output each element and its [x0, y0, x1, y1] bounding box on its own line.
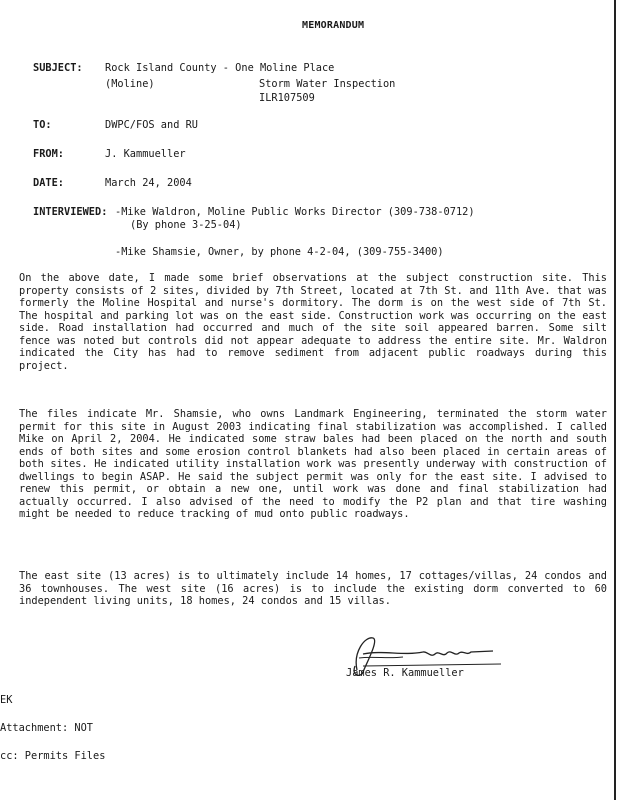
memo-title: MEMORANDUM [302, 20, 365, 31]
interviewed-line-1: -Mike Waldron, Moline Public Works Director (309-738-0712) [115, 206, 475, 218]
subject-line-2-left: (Moline) [105, 78, 155, 90]
body-paragraph-3: The east site (13 acres) is to ultimately include 14 homes, 17 cottages/villas, 24 condos and 36 townhouses. The west site (16 acres) is to include the existing dorm converted to 60 independent living units, 18 homes, 24 condos and 15 villas. [19, 570, 607, 608]
subject-label: SUBJECT: [33, 62, 83, 74]
date-value: March 24, 2004 [105, 177, 192, 189]
body-paragraph-2: The files indicate Mr. Shamsie, who owns Landmark Engineering, terminated the storm water permit for this site in August 2003 indicating final stabilization was accomplished. I called Mike on April 2, 2004. He indicated some straw bales had been placed on the north and south ends of both sites and some erosion control blankets had also been placed in certain areas of both sites. He indicated utility installation work was presently underway with construction of dwellings to begin ASAP. He said the subject permit was only for the east site. I advised to renew this permit, or obtain a new one, until work was done and final stabilization had actually occurred. I also advised of the need to modify the P2 plan and that tire washing might be needed to reduce tracking of mud onto public roadways. [19, 408, 607, 521]
cc-line: cc: Permits Files [0, 750, 106, 762]
signatory-name: James R. Kammueller [346, 667, 464, 679]
attachment-line: Attachment: NOT [0, 722, 93, 734]
interviewed-line-3: -Mike Shamsie, Owner, by phone 4-2-04, (309-755-3400) [115, 246, 444, 258]
to-value: DWPC/FOS and RU [105, 119, 198, 131]
from-value: J. Kammueller [105, 148, 186, 160]
body-paragraph-1: On the above date, I made some brief observations at the subject construction site. This property consists of 2 sites, divided by 7th Street, located at 7th St. and 11th Ave. that was formerly the Moline Hospital and nurse's dormitory. The dorm is on the west side of 7th St. The hospital and parking lot was on the east side. Construction work was occurring on the east side. Road installation had occurred and much of the site soil appeared barren. Some silt fence was noted but controls did not appear adequate to address the entire site. Mr. Waldron indicated the City has had to remove sediment from adjacent public roadways during this project. [19, 272, 607, 372]
date-label: DATE: [33, 177, 64, 189]
subject-line-2-right: Storm Water Inspection [259, 78, 396, 90]
interviewed-line-2: (By phone 3-25-04) [130, 219, 242, 231]
interviewed-label: INTERVIEWED: [33, 206, 108, 218]
subject-line-1: Rock Island County - One Moline Place [105, 62, 335, 74]
from-label: FROM: [33, 148, 64, 160]
to-label: TO: [33, 119, 52, 131]
subject-line-3: ILR107509 [259, 92, 315, 104]
initials: EK [0, 694, 13, 706]
